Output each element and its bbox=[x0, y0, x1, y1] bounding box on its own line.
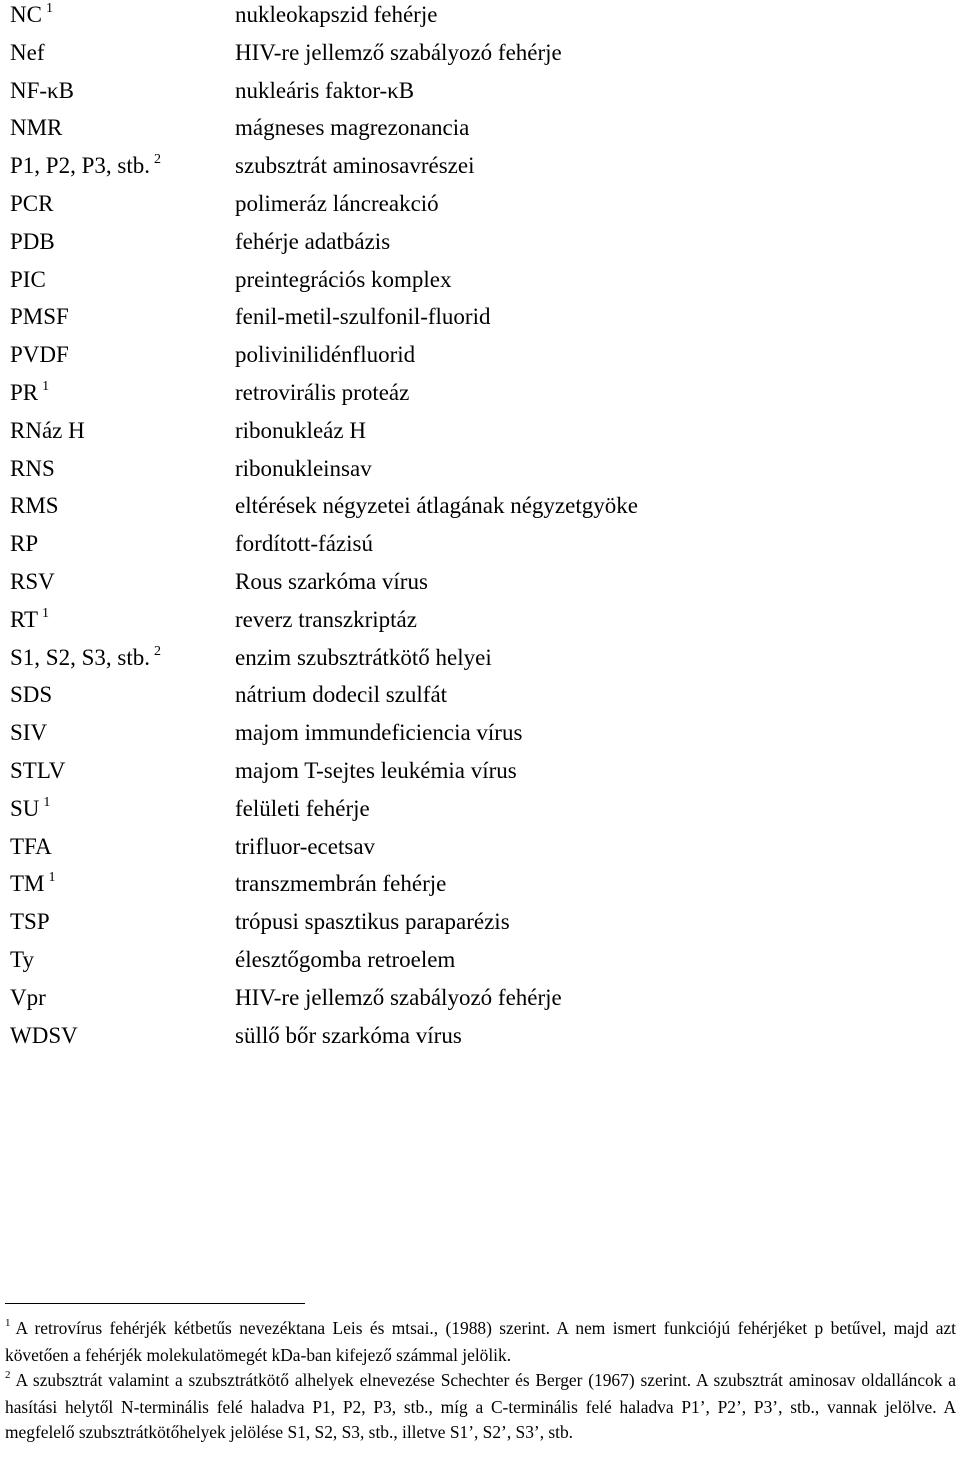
abbreviation-definition: nátrium dodecil szulfát bbox=[235, 682, 448, 708]
abbreviation-definition: ribonukleinsav bbox=[235, 455, 372, 481]
abbreviation-term bbox=[10, 718, 47, 748]
abbreviation-term bbox=[10, 189, 53, 219]
abbreviation-term-text: PVDF bbox=[10, 342, 69, 368]
abbreviation-term bbox=[10, 227, 55, 257]
footnote-text: A retrovírus fehérjék kétbetűs nevezéktana Leis és mtsai., (1988) szerint. A nem ismert funkciójú fehérjéket p betűvel, majd azt követően a fehérjék molekulatömegét kDa-ban kifejező számmal jelölik. bbox=[5, 1318, 956, 1366]
abbreviation-term-text: RNáz H bbox=[10, 417, 85, 443]
footnote-text: A szubsztrát valamint a szubsztrátkötő alhelyek elnevezése Schechter és Berger (1967) szerint. A szubsztrát aminosav oldalláncok a hasítási helytől N-terminális felé haladva P1, P2, P3, stb., míg a C-terminális felé haladva P1’, P2’, P3’, stb., vannak jelölve. A megfelelő szubsztrátkötőhelyek jelölése S1, S2, S3, stb., illetve S1’, S2’, S3’, stb. bbox=[5, 1369, 956, 1442]
abbreviation-term bbox=[10, 38, 44, 68]
abbreviation-term bbox=[10, 756, 65, 786]
abbreviation-row bbox=[10, 643, 950, 681]
abbreviation-definition: fenil-metil-szulfonil-fluorid bbox=[235, 304, 491, 330]
footnote-reference: 1 bbox=[42, 605, 50, 621]
abbreviation-term-text: PCR bbox=[10, 190, 54, 216]
abbreviation-definition: szubsztrát aminosavrészei bbox=[235, 153, 475, 179]
abbreviation-term bbox=[10, 869, 56, 903]
footnote-mark: 1 bbox=[5, 1317, 11, 1329]
abbreviation-row bbox=[10, 605, 950, 643]
abbreviation-definition: enzim szubsztrátkötő helyei bbox=[235, 644, 492, 670]
abbreviation-term-text: NMR bbox=[10, 115, 63, 141]
footnote-2 bbox=[5, 1368, 956, 1444]
abbreviation-term-text: TM bbox=[10, 871, 45, 897]
abbreviation-definition: nukleokapszid fehérje bbox=[235, 2, 438, 27]
footnote-reference: 2 bbox=[153, 152, 161, 168]
abbreviation-row bbox=[10, 869, 950, 907]
abbreviation-row bbox=[10, 718, 950, 756]
abbreviation-definition: mágneses magrezonancia bbox=[235, 115, 470, 141]
abbreviation-definition: majom immundeficiencia vírus bbox=[235, 720, 523, 746]
abbreviation-row bbox=[10, 907, 950, 945]
footnote-reference: 1 bbox=[48, 870, 56, 886]
abbreviation-definition: HIV-re jellemző szabályozó fehérje bbox=[235, 984, 562, 1010]
abbreviation-row bbox=[10, 302, 950, 340]
abbreviation-row bbox=[10, 567, 950, 605]
abbreviation-term bbox=[10, 794, 50, 828]
footnote-reference: 1 bbox=[43, 794, 51, 810]
abbreviation-definition: reverz transzkriptáz bbox=[235, 606, 417, 632]
footnote-mark: 2 bbox=[5, 1368, 11, 1381]
abbreviation-term-text: S1, S2, S3, stb. bbox=[10, 644, 150, 670]
abbreviation-row bbox=[10, 832, 950, 870]
abbreviation-definition: nukleáris faktor-κB bbox=[235, 77, 415, 103]
abbreviation-term-text: Ty bbox=[10, 946, 34, 972]
abbreviation-term-text: SDS bbox=[10, 682, 53, 708]
abbreviation-row bbox=[10, 76, 950, 114]
abbreviation-definition: preintegrációs komplex bbox=[235, 266, 452, 292]
abbreviation-term bbox=[10, 605, 49, 639]
abbreviation-term-text: TFA bbox=[10, 833, 52, 859]
abbreviation-term-text: PIC bbox=[10, 266, 46, 292]
footnote-reference: 2 bbox=[153, 643, 161, 659]
footnote-separator bbox=[5, 1303, 305, 1304]
abbreviation-definition: élesztőgomba retroelem bbox=[235, 946, 456, 972]
abbreviation-term bbox=[10, 113, 62, 143]
abbreviation-definition: eltérések négyzetei átlagának négyzetgyöke bbox=[235, 493, 638, 519]
footnote-reference: 1 bbox=[42, 378, 50, 394]
abbreviation-row bbox=[10, 454, 950, 492]
abbreviation-term bbox=[10, 983, 46, 1013]
abbreviation-list bbox=[10, 0, 950, 1058]
abbreviation-definition: trifluor-ecetsav bbox=[235, 833, 376, 859]
abbreviation-term-text: RSV bbox=[10, 568, 55, 594]
abbreviation-definition: fehérje adatbázis bbox=[235, 228, 391, 254]
abbreviation-term-text: Nef bbox=[10, 39, 45, 65]
abbreviation-term-text: PR bbox=[10, 379, 39, 405]
footnote-reference: 1 bbox=[45, 1, 53, 16]
abbreviation-row bbox=[10, 983, 950, 1021]
abbreviation-term-text: Vpr bbox=[10, 984, 46, 1010]
abbreviation-definition: felületi fehérje bbox=[235, 795, 370, 821]
abbreviation-term bbox=[10, 643, 161, 677]
abbreviation-term-text: TSP bbox=[10, 909, 50, 935]
abbreviation-row bbox=[10, 340, 950, 378]
abbreviation-row bbox=[10, 0, 950, 38]
abbreviation-row bbox=[10, 113, 950, 151]
abbreviation-row bbox=[10, 794, 950, 832]
abbreviation-row bbox=[10, 945, 950, 983]
abbreviation-term bbox=[10, 832, 52, 862]
abbreviation-term-text: SIV bbox=[10, 720, 48, 746]
abbreviation-definition: polimeráz láncreakció bbox=[235, 190, 439, 216]
abbreviation-definition: transzmembrán fehérje bbox=[235, 871, 447, 897]
abbreviation-term bbox=[10, 1021, 78, 1051]
abbreviation-term-text: SU bbox=[10, 795, 40, 821]
abbreviation-term-text: RT bbox=[10, 606, 39, 632]
abbreviation-definition: ribonukleáz H bbox=[235, 417, 366, 443]
abbreviation-term-text: PDB bbox=[10, 228, 55, 254]
abbreviation-term-text: RNS bbox=[10, 455, 55, 481]
abbreviation-definition: polivinilidénfluorid bbox=[235, 342, 416, 368]
abbreviation-definition: süllő bőr szarkóma vírus bbox=[235, 1022, 462, 1048]
abbreviation-term bbox=[10, 680, 52, 710]
abbreviation-term-text: RP bbox=[10, 531, 39, 557]
abbreviation-row bbox=[10, 265, 950, 303]
abbreviation-definition: retrovirális proteáz bbox=[235, 379, 410, 405]
abbreviation-term bbox=[10, 907, 50, 937]
abbreviation-term bbox=[10, 340, 69, 370]
abbreviation-term-text: NF-κB bbox=[10, 77, 74, 103]
abbreviation-definition: majom T-sejtes leukémia vírus bbox=[235, 757, 517, 783]
abbreviation-definition: HIV-re jellemző szabályozó fehérje bbox=[235, 39, 562, 65]
abbreviation-row bbox=[10, 756, 950, 794]
abbreviation-term bbox=[10, 454, 55, 484]
abbreviation-term bbox=[10, 0, 53, 34]
abbreviation-term bbox=[10, 567, 55, 597]
abbreviation-term-text: STLV bbox=[10, 757, 66, 783]
abbreviation-definition: trópusi spasztikus paraparézis bbox=[235, 909, 510, 935]
footnotes bbox=[5, 1316, 956, 1444]
abbreviation-term-text: P1, P2, P3, stb. bbox=[10, 153, 150, 179]
abbreviation-term bbox=[10, 265, 46, 295]
abbreviation-row bbox=[10, 189, 950, 227]
abbreviation-term bbox=[10, 945, 34, 975]
abbreviation-term bbox=[10, 529, 38, 559]
abbreviation-row bbox=[10, 416, 950, 454]
abbreviation-term-text: RMS bbox=[10, 493, 59, 519]
abbreviation-row bbox=[10, 151, 950, 189]
abbreviation-term bbox=[10, 491, 59, 521]
abbreviation-row bbox=[10, 1021, 950, 1059]
abbreviation-term-text: WDSV bbox=[10, 1022, 78, 1048]
abbreviation-term bbox=[10, 378, 49, 412]
abbreviation-row bbox=[10, 680, 950, 718]
abbreviation-row bbox=[10, 378, 950, 416]
abbreviation-term bbox=[10, 416, 85, 446]
abbreviation-definition: fordított-fázisú bbox=[235, 531, 373, 557]
abbreviation-term bbox=[10, 76, 74, 106]
abbreviation-term bbox=[10, 151, 161, 185]
abbreviation-definition: Rous szarkóma vírus bbox=[235, 568, 428, 594]
abbreviation-term-text: PMSF bbox=[10, 304, 69, 330]
footnote-1 bbox=[5, 1316, 956, 1368]
abbreviation-row bbox=[10, 529, 950, 567]
abbreviation-term-text: NC bbox=[10, 2, 42, 27]
abbreviation-row bbox=[10, 227, 950, 265]
abbreviation-row bbox=[10, 38, 950, 76]
abbreviation-row bbox=[10, 491, 950, 529]
abbreviation-term bbox=[10, 302, 69, 332]
